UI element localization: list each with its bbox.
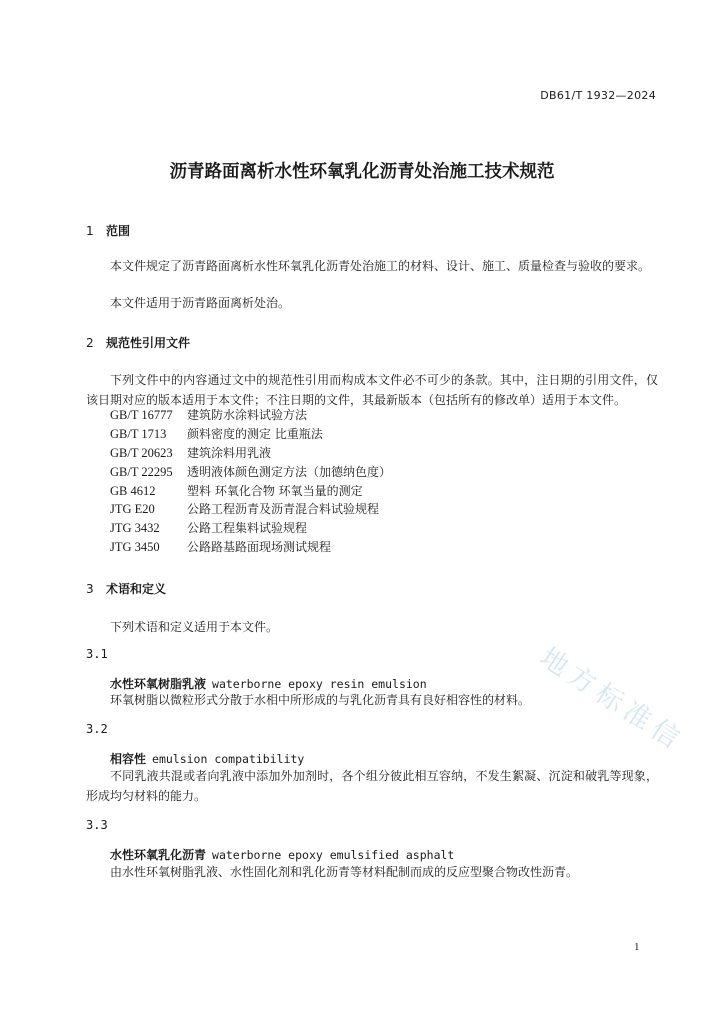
term-definition: 由水性环氧树脂乳液、水性固化剂和乳化沥青等材料配制而成的反应型聚合物改性沥青。 — [110, 865, 579, 879]
term-entry — [110, 750, 304, 767]
section-number: 3 — [86, 582, 94, 596]
reference-code: GB/T 1713 — [110, 426, 167, 441]
reference-title: 塑料 环氧化合物 环氧当量的测定 — [187, 483, 363, 498]
reference-item — [110, 406, 391, 425]
section-2-heading — [86, 334, 190, 351]
reference-code: JTG 3450 — [110, 540, 160, 555]
term-definition: 环氧树脂以微粒形式分散于水相中所形成的与乳化沥青具有良好相容性的材料。 — [110, 693, 531, 707]
reference-title: 公路路基路面现场测试规程 — [187, 540, 332, 555]
reference-item — [110, 500, 391, 519]
reference-title: 建筑防水涂料试验方法 — [187, 408, 308, 422]
page-number: 1 — [634, 941, 640, 953]
term-entry — [110, 846, 454, 863]
section-title: 术语和定义 — [106, 582, 167, 596]
reference-title: 公路工程集料试验规程 — [187, 521, 308, 536]
reference-title: 透明液体颜色测定方法（加德纳色度） — [187, 464, 392, 479]
reference-title: 颜料密度的测定 比重瓶法 — [187, 426, 323, 441]
section-title: 规范性引用文件 — [106, 336, 191, 350]
term-english: waterborne epoxy emulsified asphalt — [212, 848, 455, 862]
reference-code: GB/T 22295 — [110, 464, 173, 479]
reference-code: JTG 3432 — [110, 521, 160, 536]
term-english: emulsion compatibility — [152, 752, 305, 766]
reference-list — [110, 406, 391, 557]
clause-number: 3.1 — [86, 647, 108, 661]
reference-code: GB 4612 — [110, 483, 156, 498]
reference-item — [110, 482, 391, 501]
reference-title: 建筑涂料用乳液 — [187, 445, 272, 460]
reference-code: JTG E20 — [110, 502, 155, 517]
term-chinese: 水性环氧乳化沥青 — [110, 848, 207, 862]
paragraph: 本文件适用于沥青路面离析处治。 — [110, 296, 291, 310]
paragraph: 下列术语和定义适用于本文件。 — [110, 620, 279, 634]
term-chinese: 相容性 — [110, 752, 147, 766]
reference-code: GB/T 20623 — [110, 445, 173, 460]
standard-number: DB61/T 1932—2024 — [540, 89, 656, 102]
reference-item — [110, 463, 391, 482]
term-definition: 不同乳液共混或者向乳液中添加外加剂时，各个组分彼此相互容纳，不发生絮凝、沉淀和破乳等现象，形成均匀材料的能力。 — [86, 769, 658, 803]
reference-item — [110, 519, 391, 538]
document-title: 沥青路面离析水性环氧乳化沥青处治施工技术规范 — [169, 162, 555, 182]
reference-item — [110, 538, 391, 557]
paragraph: 本文件规定了沥青路面离析水性环氧乳化沥青处治施工的材料、设计、施工、质量检查与验收的要求。 — [110, 259, 651, 273]
reference-item — [110, 444, 391, 463]
section-1-heading — [86, 222, 130, 239]
paragraph: 下列文件中的内容通过文中的规范性引用而构成本文件必不可少的条款。其中，注日期的引用文件，仅该日期对应的版本适用于本文件；不注日期的文件，其最新版本（包括所有的修改单）适用于本文件。 — [86, 373, 658, 407]
section-3-heading — [86, 580, 166, 597]
term-chinese: 水性环氧树脂乳液 — [110, 677, 207, 691]
clause-number: 3.3 — [86, 818, 108, 832]
section-number: 2 — [86, 336, 94, 350]
term-english: waterborne epoxy resin emulsion — [212, 677, 427, 691]
section-number: 1 — [86, 224, 94, 238]
watermark: 地方标准信 — [534, 641, 690, 758]
clause-number: 3.2 — [86, 722, 108, 736]
reference-item — [110, 425, 391, 444]
reference-code: GB/T 16777 — [110, 408, 173, 422]
reference-title: 公路工程沥青及沥青混合料试验规程 — [187, 502, 380, 517]
section-title: 范围 — [106, 224, 131, 238]
